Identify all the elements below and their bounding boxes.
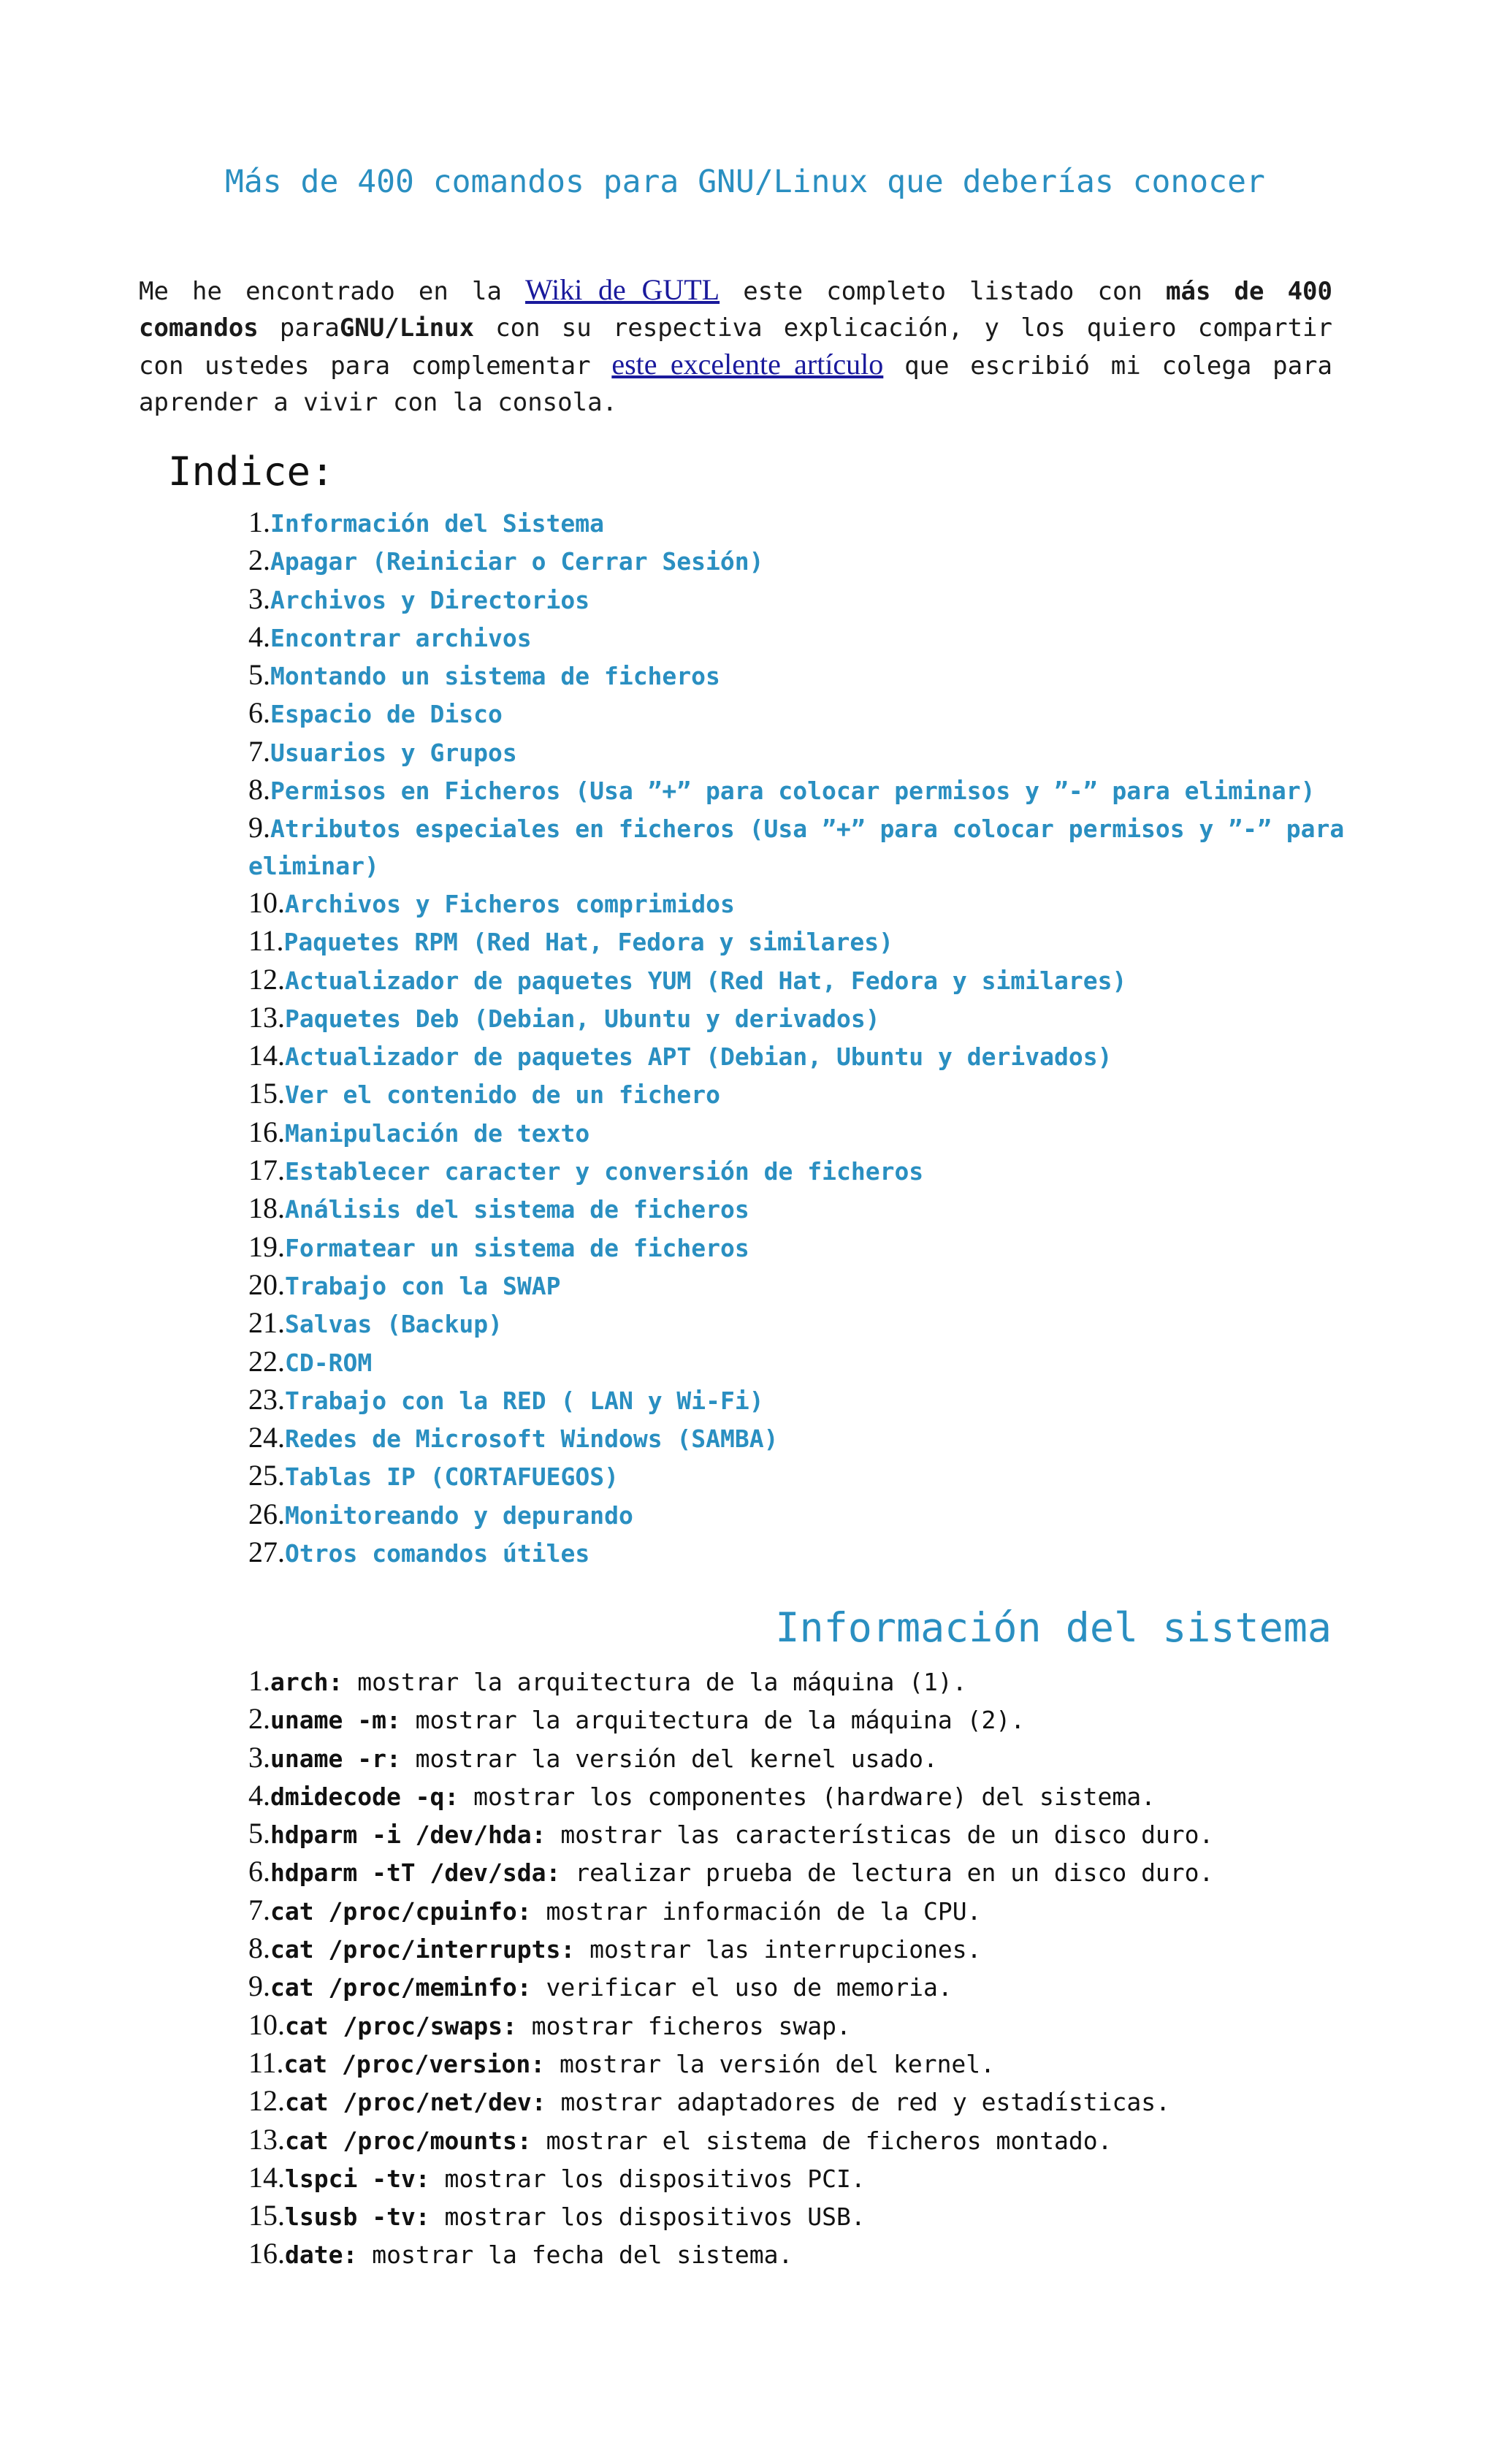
index-item-link[interactable]: Tablas IP (CORTAFUEGOS) — [285, 1462, 619, 1492]
command-number: 8. — [248, 1931, 270, 1965]
index-item — [248, 885, 1351, 923]
command-number: 3. — [248, 1740, 270, 1774]
command-item — [248, 1739, 1388, 1777]
command-item — [248, 1777, 1388, 1815]
index-item — [248, 1534, 1351, 1572]
command-name: hdparm -i /dev/hda: — [270, 1820, 546, 1850]
command-name: dmidecode -q: — [270, 1782, 459, 1811]
index-item-link[interactable]: Permisos en Ficheros (Usa ”+” para colocar permisos y ”-” para eliminar) — [270, 777, 1316, 806]
intro-text: Me he encontrado en la — [139, 277, 526, 306]
command-description: mostrar las interrupciones. — [575, 1935, 982, 1964]
command-name: cat /proc/version: — [283, 2049, 546, 2078]
index-item-link[interactable]: Otros comandos útiles — [285, 1539, 590, 1568]
index-item — [248, 1114, 1351, 1152]
index-item-link[interactable]: Actualizador de paquetes APT (Debian, Ubuntu y derivados) — [285, 1042, 1113, 1072]
index-item-number: 4. — [248, 619, 270, 653]
command-number: 6. — [248, 1855, 270, 1888]
section-heading: Información del sistema — [775, 1604, 1332, 1651]
command-name: arch: — [270, 1668, 343, 1696]
command-name: cat /proc/swaps: — [285, 2011, 517, 2040]
command-description: mostrar la fecha del sistema. — [357, 2240, 793, 2270]
index-item — [248, 1229, 1351, 1267]
command-description: mostrar la versión del kernel usado. — [400, 1744, 938, 1773]
index-item — [248, 657, 1351, 695]
index-item — [248, 999, 1351, 1037]
index-item-link[interactable]: Archivos y Ficheros comprimidos — [285, 889, 735, 918]
index-item — [248, 1381, 1351, 1419]
intro-paragraph — [139, 272, 1332, 421]
command-item — [248, 2083, 1388, 2121]
index-item-number: 5. — [248, 658, 270, 692]
command-description: realizar prueba de lectura en un disco duro. — [560, 1858, 1214, 1888]
command-number: 5. — [248, 1817, 270, 1850]
index-item — [248, 695, 1351, 733]
index-item-link[interactable]: Salvas (Backup) — [285, 1310, 503, 1339]
command-description: mostrar los dispositivos PCI. — [430, 2164, 866, 2193]
index-item-link[interactable]: Encontrar archivos — [270, 623, 532, 652]
command-list — [248, 1663, 1388, 2274]
index-item-number: 2. — [248, 543, 270, 577]
command-item — [248, 1815, 1388, 1853]
index-item-link[interactable]: Información del Sistema — [270, 509, 604, 538]
index-item-number: 18. — [248, 1191, 285, 1225]
command-name: hdparm -tT /dev/sda: — [270, 1858, 561, 1888]
index-item-number: 10. — [248, 885, 285, 919]
index-item — [248, 733, 1351, 771]
index-item-number: 24. — [248, 1421, 285, 1454]
command-item — [248, 1701, 1388, 1739]
index-item-link[interactable]: Formatear un sistema de ficheros — [285, 1233, 749, 1262]
index-item-link[interactable]: Archivos y Directorios — [270, 585, 590, 614]
command-item — [248, 2045, 1388, 2083]
index-item-link[interactable]: Trabajo con la RED ( LAN y Wi-Fi) — [285, 1386, 764, 1415]
command-name: uname -r: — [270, 1744, 401, 1773]
command-item — [248, 1853, 1388, 1891]
index-item — [248, 961, 1351, 999]
index-item — [248, 1190, 1351, 1228]
index-item-number: 6. — [248, 696, 270, 730]
index-item-link[interactable]: Redes de Microsoft Windows (SAMBA) — [285, 1424, 779, 1454]
index-item — [248, 1267, 1351, 1305]
index-item — [248, 771, 1351, 809]
command-description: mostrar el sistema de ficheros montado. — [531, 2126, 1113, 2155]
index-item-number: 20. — [248, 1267, 285, 1301]
index-item — [248, 1343, 1351, 1381]
index-item-number: 21. — [248, 1306, 285, 1340]
command-description: verificar el uso de memoria. — [531, 1973, 953, 2002]
command-description: mostrar la arquitectura de la máquina (1). — [343, 1668, 967, 1696]
index-item — [248, 1457, 1351, 1495]
command-description: mostrar las características de un disco duro. — [546, 1820, 1214, 1850]
index-item — [248, 923, 1351, 961]
index-item-number: 17. — [248, 1153, 285, 1187]
command-item — [248, 2121, 1388, 2159]
index-item-number: 26. — [248, 1497, 285, 1530]
index-item — [248, 504, 1351, 542]
index-item — [248, 1496, 1351, 1534]
command-item — [248, 2159, 1388, 2197]
command-description: mostrar los componentes (hardware) del sistema. — [459, 1782, 1156, 1811]
command-name: uname -m: — [270, 1706, 401, 1735]
intro-bold-text: más de 400 comandos — [139, 277, 1332, 343]
command-number: 16. — [248, 2237, 285, 2270]
index-heading: Indice: — [168, 449, 335, 495]
index-item-number: 27. — [248, 1536, 285, 1569]
index-list — [248, 504, 1351, 1572]
index-item-number: 19. — [248, 1229, 285, 1263]
index-item-link[interactable]: Atributos especiales en ficheros (Usa ”+” para colocar permisos y ”-” para eliminar) — [248, 815, 1345, 880]
index-item-link[interactable]: Apagar (Reiniciar o Cerrar Sesión) — [270, 547, 764, 576]
index-item-number: 8. — [248, 773, 270, 806]
command-number: 9. — [248, 1969, 270, 2003]
index-item-link[interactable]: Paquetes Deb (Debian, Ubuntu y derivados) — [285, 1004, 880, 1033]
index-item — [248, 619, 1351, 657]
index-item-link[interactable]: Espacio de Disco — [270, 700, 503, 729]
command-description: mostrar ficheros swap. — [516, 2011, 851, 2040]
command-item — [248, 1930, 1388, 1968]
command-number: 1. — [248, 1664, 270, 1697]
index-item — [248, 1075, 1351, 1113]
command-item — [248, 1663, 1388, 1701]
command-description: mostrar adaptadores de red y estadísticas. — [546, 2088, 1170, 2117]
command-name: cat /proc/meminfo: — [270, 1973, 532, 2002]
command-number: 11. — [248, 2045, 284, 2079]
index-item-link[interactable]: CD-ROM — [285, 1348, 373, 1377]
command-number: 15. — [248, 2199, 285, 2232]
command-item — [248, 2235, 1388, 2273]
index-item — [248, 581, 1351, 619]
command-description: mostrar la arquitectura de la máquina (2). — [400, 1706, 1026, 1735]
intro-text: este completo listado con — [720, 277, 1166, 306]
intro-text: que escribió mi colega para aprender a vivir con la consola. — [139, 351, 1332, 417]
index-item-link[interactable]: Montando un sistema de ficheros — [270, 662, 720, 691]
command-name: cat /proc/interrupts: — [270, 1935, 576, 1964]
command-item — [248, 1968, 1388, 2006]
command-name: lsusb -tv: — [285, 2202, 430, 2232]
command-description: mostrar los dispositivos USB. — [430, 2202, 866, 2232]
command-number: 12. — [248, 2084, 285, 2118]
index-item-link[interactable]: Establecer caracter y conversión de ficheros — [285, 1157, 924, 1186]
index-item-number: 13. — [248, 1000, 285, 1034]
intro-text: con su respectiva explicación, y los quiero compartir con ustedes para complementar — [139, 313, 1332, 381]
command-number: 10. — [248, 2007, 285, 2041]
command-name: cat /proc/cpuinfo: — [270, 1896, 532, 1926]
command-number: 4. — [248, 1778, 270, 1812]
command-description: mostrar información de la CPU. — [531, 1896, 982, 1926]
index-item-number: 7. — [248, 734, 270, 768]
index-item-link[interactable]: Monitoreando y depurando — [285, 1500, 633, 1530]
command-number: 2. — [248, 1702, 270, 1736]
index-item — [248, 542, 1351, 580]
command-name: cat /proc/mounts: — [285, 2126, 532, 2155]
intro-text: para — [258, 313, 340, 343]
index-item-link[interactable]: Ver el contenido de un fichero — [285, 1080, 721, 1110]
index-item-number: 22. — [248, 1344, 285, 1378]
index-item-number: 3. — [248, 581, 270, 615]
index-item — [248, 1037, 1351, 1075]
index-item-link[interactable]: Análisis del sistema de ficheros — [285, 1195, 749, 1224]
command-name: lspci -tv: — [285, 2164, 430, 2193]
command-item — [248, 1892, 1388, 1930]
index-item-number: 25. — [248, 1459, 285, 1492]
index-item — [248, 809, 1351, 885]
article-link[interactable]: este excelente artículo — [611, 348, 884, 381]
index-item-link[interactable]: Trabajo con la SWAP — [285, 1271, 561, 1300]
index-item — [248, 1305, 1351, 1343]
wiki-gutl-link[interactable]: Wiki de GUTL — [525, 273, 720, 306]
index-item-link[interactable]: Actualizador de paquetes YUM (Red Hat, Fedora y similares) — [285, 966, 1127, 995]
command-number: 14. — [248, 2160, 285, 2194]
command-item — [248, 2007, 1388, 2045]
command-name: date: — [285, 2240, 358, 2270]
command-number: 13. — [248, 2122, 285, 2156]
page-title: Más de 400 comandos para GNU/Linux que deberías conocer — [225, 164, 1265, 200]
index-item-number: 9. — [248, 811, 270, 844]
index-item — [248, 1419, 1351, 1457]
index-item-link[interactable]: Paquetes RPM (Red Hat, Fedora y similares) — [283, 928, 893, 957]
index-item-number: 12. — [248, 962, 285, 996]
index-item-number: 1. — [248, 506, 270, 538]
index-item-number: 16. — [248, 1115, 285, 1148]
command-description: mostrar la versión del kernel. — [545, 2049, 996, 2078]
command-item — [248, 2197, 1388, 2235]
index-item-link[interactable]: Usuarios y Grupos — [270, 738, 517, 767]
command-name: cat /proc/net/dev: — [285, 2088, 546, 2117]
index-item-number: 14. — [248, 1039, 285, 1072]
index-item-link[interactable]: Manipulación de texto — [285, 1118, 590, 1148]
index-item-number: 15. — [248, 1077, 285, 1110]
index-item-number: 23. — [248, 1382, 285, 1416]
index-item — [248, 1152, 1351, 1190]
index-item-number: 11. — [248, 924, 284, 958]
command-number: 7. — [248, 1893, 270, 1926]
intro-bold-text: GNU/Linux — [339, 313, 475, 343]
